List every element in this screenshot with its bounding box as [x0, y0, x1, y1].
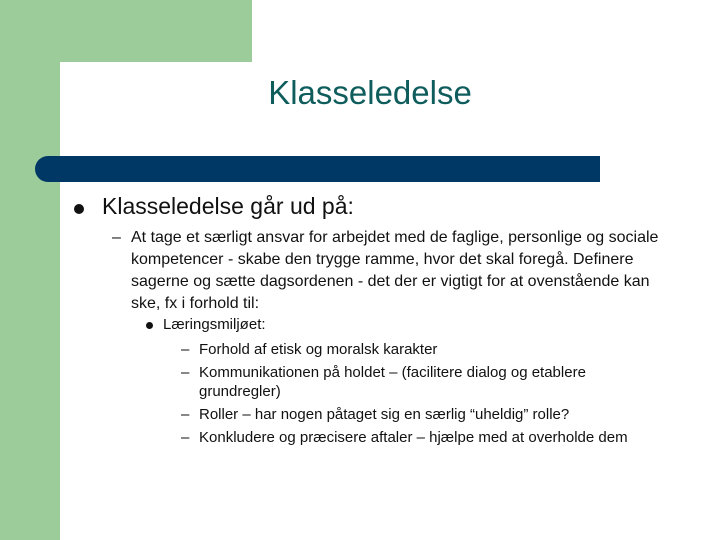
- dash-marker: –: [112, 229, 121, 246]
- slide-title: Klasseledelse: [268, 74, 472, 111]
- dash-marker: –: [181, 429, 190, 446]
- dash-marker: –: [181, 406, 190, 423]
- bullet-level-2-text: At tage et særligt ansvar for arbejdet med de faglige, personlige og sociale kompetencer - skabe den trygge ramme, hvor det skal foregå. Definere sagerne og sætte dagsordenen - det der er vigtigt for at ovenstående kan ske, fx i forhold til:: [131, 229, 659, 312]
- sub-item-text: Roller – har nogen påtaget sig en særlig “uheldig” rolle?: [199, 406, 570, 423]
- bullet-level-3-text: Læringsmiljøet:: [163, 316, 266, 333]
- bullet-dot-icon: [146, 322, 153, 329]
- title-divider-bar: [35, 156, 600, 182]
- decorative-corner: [60, 62, 100, 102]
- sub-item-text: Kommunikationen på holdet – (facilitere dialog og etablere grundregler): [199, 364, 586, 400]
- dash-marker: –: [181, 341, 190, 358]
- bullet-level-1-text: Klasseledelse går ud på:: [102, 193, 354, 219]
- sub-item-text: Konkludere og præcisere aftaler – hjælpe med at overholde dem: [199, 429, 628, 446]
- bullet-dot-icon: [74, 204, 84, 214]
- dash-marker: –: [181, 364, 190, 381]
- sub-item-text: Forhold af etisk og moralsk karakter: [199, 341, 438, 358]
- decorative-green-left: [0, 0, 60, 540]
